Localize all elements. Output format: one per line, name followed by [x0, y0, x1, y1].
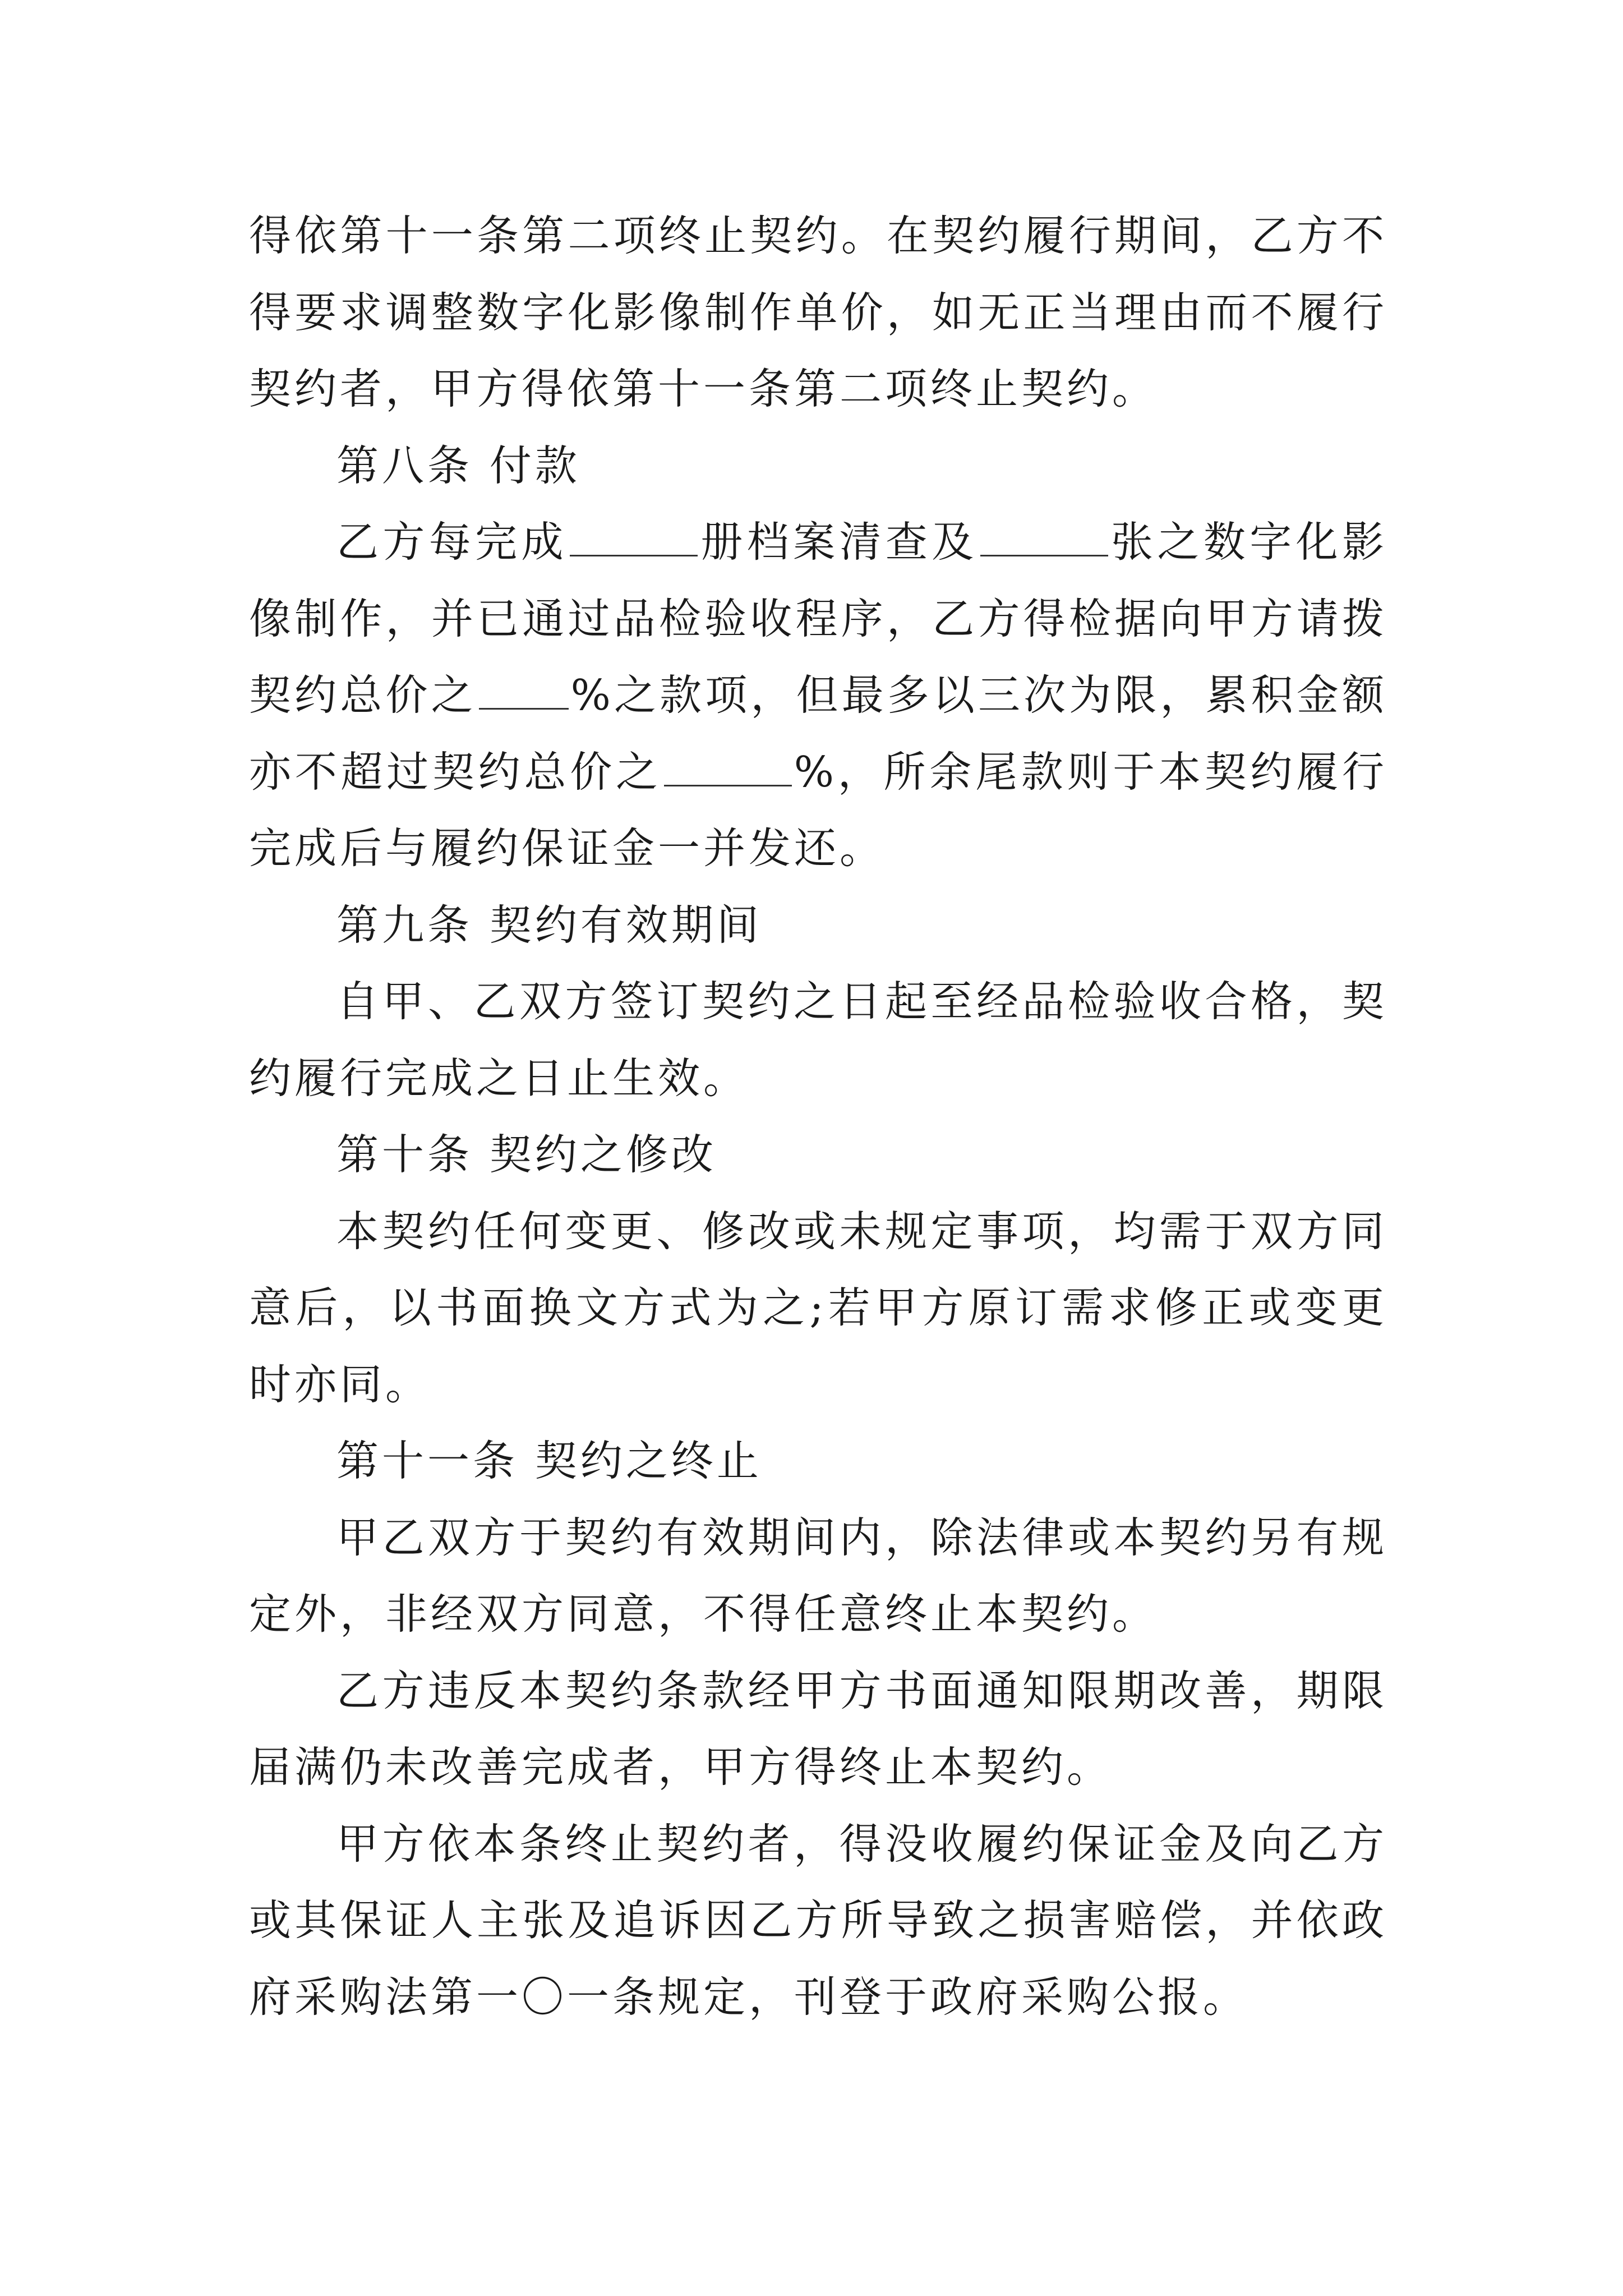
document-body — [249, 197, 1387, 2035]
paragraph-continuation: 得依第十一条第二项终止契约。在契约履行期间，乙方不得要求调整数字化影像制作单价，如无正当理由而不履行契约者，甲方得依第十一条第二项终止契约。 — [249, 211, 1387, 413]
text-segment: 张之数字化影像制作，并已通过品检验收程序，乙方得检据向甲方请拨契约总价之 — [249, 517, 1387, 720]
text-segment: %之款项，但最多以三次为限，累积金额亦不超过契约总价之 — [249, 670, 1387, 797]
article-11-paragraph-2: 乙方违反本契约条款经甲方书面通知限期改善，期限届满仍未改善完成者，甲方得终止本契约。 — [249, 1665, 1387, 1792]
article-8-paragraph — [249, 504, 1387, 887]
blank-images-field — [980, 521, 1108, 556]
blank-percent-field — [479, 674, 569, 710]
article-11-paragraph-1: 甲乙双方于契约有效期间内，除法律或本契约另有规定外，非经双方同意，不得任意终止本契约。 — [249, 1512, 1387, 1639]
article-9-heading: 第九条 契约有效期间 — [336, 900, 762, 950]
blank-max-percent-field — [664, 751, 792, 786]
text-segment: 册档案清查及 — [699, 517, 978, 567]
article-8-heading: 第八条 付款 — [336, 440, 580, 490]
article-11-heading: 第十一条 契约之终止 — [336, 1436, 762, 1485]
article-10-heading: 第十条 契约之修改 — [336, 1130, 717, 1179]
article-10-paragraph: 本契约任何变更、修改或未规定事项，均需于双方同意后，以书面换文方式为之;若甲方原订需求修正或变更时亦同。 — [249, 1206, 1387, 1409]
text-segment: 乙方每完成 — [336, 517, 568, 567]
article-9-paragraph: 自甲、乙双方签订契约之日起至经品检验收合格，契约履行完成之日止生效。 — [249, 977, 1387, 1103]
text-segment: %，所余尾款则于本契约履行完成后与履约保证金一并发还。 — [249, 747, 1387, 873]
blank-volumes-field — [570, 521, 698, 556]
article-11-paragraph-3: 甲方依本条终止契约者，得没收履约保证金及向乙方或其保证人主张及追诉因乙方所导致之损害赔偿，并依政府采购法第一〇一条规定，刊登于政府采购公报。 — [249, 1819, 1387, 2022]
